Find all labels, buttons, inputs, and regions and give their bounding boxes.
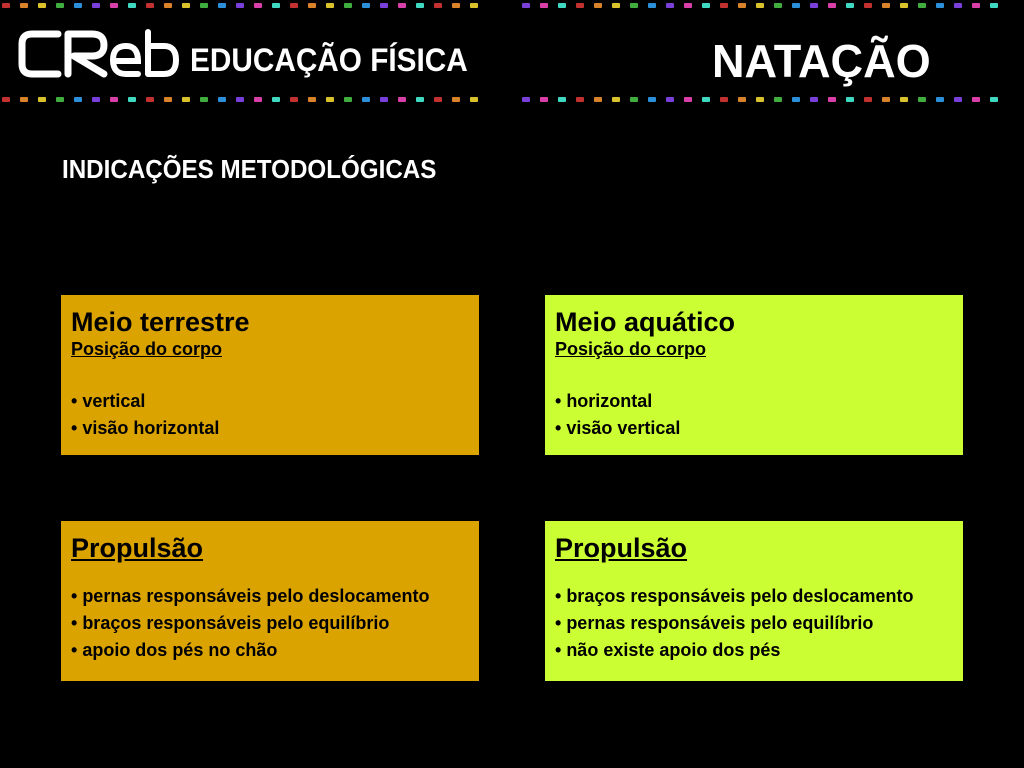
border-dot [146, 97, 154, 102]
border-dot [200, 97, 208, 102]
border-dot [630, 97, 638, 102]
border-dot [92, 97, 100, 102]
border-dot [594, 97, 602, 102]
box-subheading: Posição do corpo [71, 339, 223, 359]
border-dot [272, 3, 280, 8]
border-dot [900, 3, 908, 8]
border-dot [954, 3, 962, 8]
border-dot [470, 3, 478, 8]
border-dot [2, 3, 10, 8]
list-item: • horizontal [555, 391, 653, 411]
top-dot-border [0, 2, 1024, 8]
bullet-list [555, 583, 953, 664]
border-dot [828, 3, 836, 8]
border-dot [236, 97, 244, 102]
border-dot [648, 97, 656, 102]
border-dot [362, 97, 370, 102]
list-item: • visão vertical [555, 418, 681, 438]
border-dot [630, 3, 638, 8]
border-dot [558, 97, 566, 102]
border-dot [576, 3, 584, 8]
bullet-list [71, 388, 469, 442]
border-dot [308, 3, 316, 8]
border-dot [128, 3, 136, 8]
list-item: • visão horizontal [71, 418, 220, 438]
dot-segment [2, 97, 478, 102]
list-item: • apoio dos pés no chão [71, 640, 278, 660]
box-title: Propulsão [555, 533, 688, 563]
border-dot [558, 3, 566, 8]
border-dot [738, 97, 746, 102]
border-dot [720, 97, 728, 102]
border-dot [810, 3, 818, 8]
border-dot [738, 3, 746, 8]
border-dot [540, 3, 548, 8]
border-dot [792, 3, 800, 8]
border-dot [684, 3, 692, 8]
border-dot [308, 97, 316, 102]
border-dot [236, 3, 244, 8]
border-dot [164, 3, 172, 8]
border-dot [774, 3, 782, 8]
border-dot [110, 97, 118, 102]
border-dot [38, 3, 46, 8]
border-dot [612, 3, 620, 8]
border-dot [56, 3, 64, 8]
border-dot [218, 97, 226, 102]
border-dot [92, 3, 100, 8]
border-dot [666, 97, 674, 102]
border-dot [182, 3, 190, 8]
border-dot [362, 3, 370, 8]
border-dot [326, 97, 334, 102]
dot-segment [522, 3, 998, 8]
border-dot [576, 97, 584, 102]
border-dot [470, 97, 478, 102]
border-dot [936, 97, 944, 102]
border-dot [522, 97, 530, 102]
bullet-list [71, 583, 469, 664]
border-dot [254, 97, 262, 102]
list-item: • não existe apoio dos pés [555, 640, 781, 660]
land-propulsion-box [61, 521, 479, 681]
list-item: • braços responsáveis pelo equilíbrio [71, 613, 390, 633]
section-title: EDUCAÇÃO FÍSICA [190, 42, 468, 78]
water-environment-box [545, 295, 963, 455]
page-title: NATAÇÃO [712, 35, 931, 87]
water-propulsion-box [545, 521, 963, 681]
slide-subtitle: INDICAÇÕES METODOLÓGICAS [62, 154, 437, 184]
border-dot [864, 97, 872, 102]
border-dot [164, 97, 172, 102]
border-dot [828, 97, 836, 102]
border-dot [434, 3, 442, 8]
border-dot [74, 3, 82, 8]
border-dot [182, 97, 190, 102]
border-dot [540, 97, 548, 102]
border-dot [380, 3, 388, 8]
border-dot [416, 3, 424, 8]
border-dot [380, 97, 388, 102]
bullet-list [555, 388, 953, 442]
border-dot [792, 97, 800, 102]
border-dot [972, 97, 980, 102]
border-dot [200, 3, 208, 8]
border-dot [612, 97, 620, 102]
border-dot [452, 97, 460, 102]
border-dot [272, 97, 280, 102]
border-dot [398, 97, 406, 102]
border-dot [648, 3, 656, 8]
border-dot [56, 97, 64, 102]
creb-logo [18, 28, 180, 80]
list-item: • vertical [71, 391, 146, 411]
border-dot [20, 97, 28, 102]
border-dot [290, 97, 298, 102]
list-item: • pernas responsáveis pelo deslocamento [71, 586, 430, 606]
border-dot [38, 97, 46, 102]
border-dot [882, 97, 890, 102]
border-dot [702, 3, 710, 8]
border-dot [20, 3, 28, 8]
border-dot [74, 97, 82, 102]
border-dot [990, 97, 998, 102]
border-dot [972, 3, 980, 8]
border-dot [774, 97, 782, 102]
border-dot [290, 3, 298, 8]
border-dot [398, 3, 406, 8]
box-title: Meio terrestre [71, 307, 250, 337]
border-dot [218, 3, 226, 8]
land-environment-box [61, 295, 479, 455]
border-dot [416, 97, 424, 102]
border-dot [344, 97, 352, 102]
border-dot [846, 3, 854, 8]
border-dot [666, 3, 674, 8]
box-subheading: Posição do corpo [555, 339, 707, 359]
border-dot [756, 97, 764, 102]
list-item: • pernas responsáveis pelo equilíbrio [555, 613, 874, 633]
border-dot [918, 3, 926, 8]
border-dot [2, 97, 10, 102]
list-item: • braços responsáveis pelo deslocamento [555, 586, 914, 606]
box-title: Meio aquático [555, 307, 736, 337]
border-dot [720, 3, 728, 8]
border-dot [594, 3, 602, 8]
border-dot [452, 3, 460, 8]
border-dot [810, 97, 818, 102]
border-dot [702, 97, 710, 102]
bottom-dot-border [0, 96, 1024, 102]
dot-segment [522, 97, 998, 102]
border-dot [128, 97, 136, 102]
border-dot [254, 3, 262, 8]
border-dot [954, 97, 962, 102]
border-dot [110, 3, 118, 8]
border-dot [434, 97, 442, 102]
border-dot [522, 3, 530, 8]
border-dot [684, 97, 692, 102]
border-dot [936, 3, 944, 8]
border-dot [990, 3, 998, 8]
border-dot [146, 3, 154, 8]
dot-segment [2, 3, 478, 8]
border-dot [918, 97, 926, 102]
border-dot [756, 3, 764, 8]
border-dot [846, 97, 854, 102]
border-dot [326, 3, 334, 8]
box-title: Propulsão [71, 533, 204, 563]
border-dot [864, 3, 872, 8]
border-dot [900, 97, 908, 102]
border-dot [882, 3, 890, 8]
border-dot [344, 3, 352, 8]
